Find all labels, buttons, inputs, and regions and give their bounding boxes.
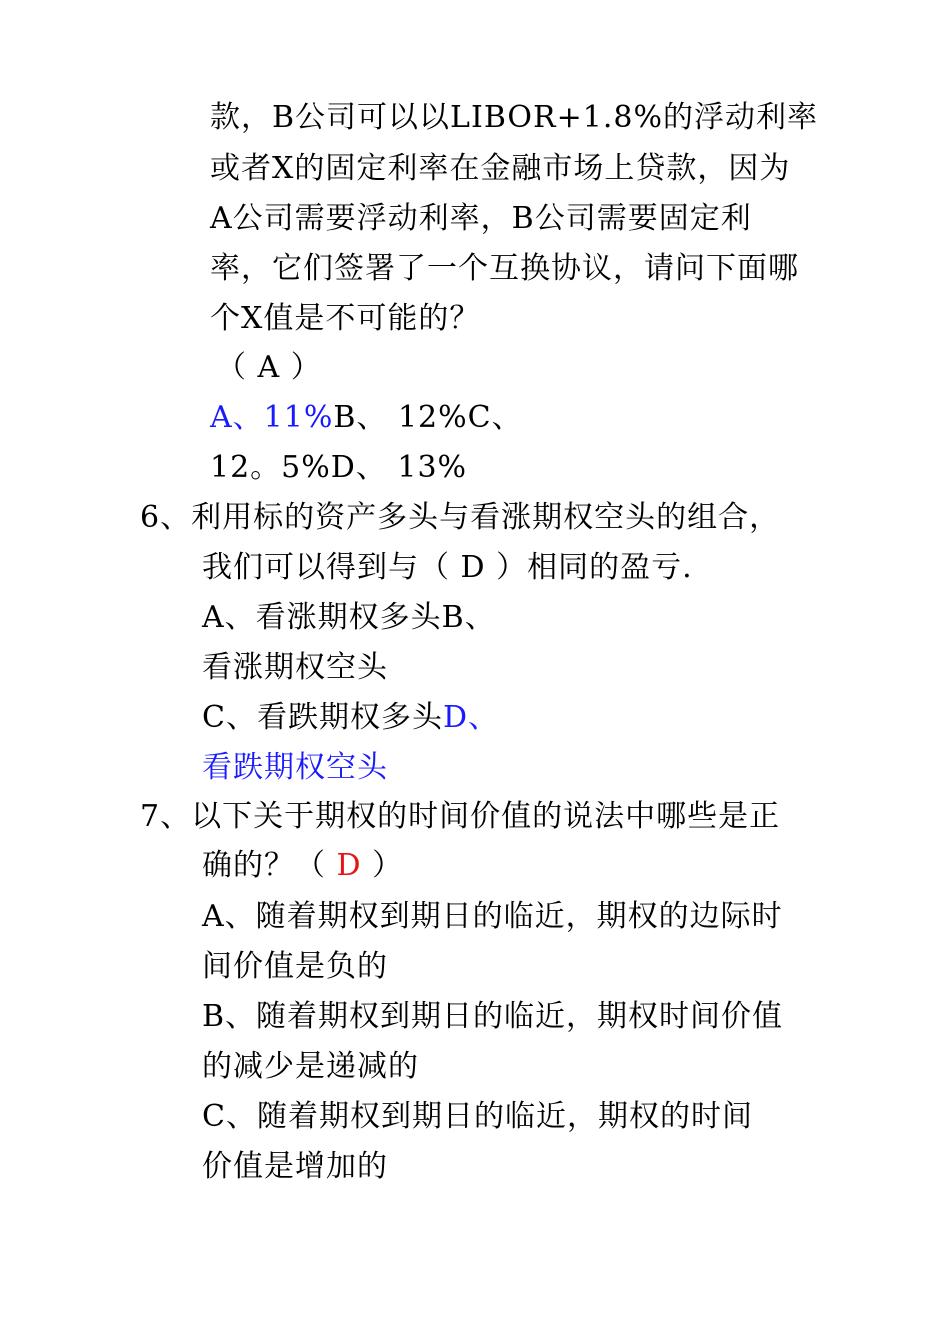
q5-text-line-5: 个X值是不可能的？ xyxy=(210,301,481,336)
q7-question-line-2 xyxy=(202,846,403,886)
q5-text-line-1: 款，B公司可以以LIBOR+1.8%的浮动利率 xyxy=(210,100,818,135)
q7-option-line-1: A、随着期权到期日的临近，期权的边际时 xyxy=(202,899,783,934)
q6-question-line-1: 6、利用标的资产多头与看涨期权空头的组合， xyxy=(140,500,781,535)
q6-option-d-text: 看跌期权空头 xyxy=(202,750,388,785)
q7-question-line-1: 7、以下关于期权的时间价值的说法中哪些是正 xyxy=(140,799,781,834)
q5-answer: （ A ） xyxy=(216,350,322,385)
q7-answer: D xyxy=(336,848,362,883)
q6-option-b-text: 看涨期权空头 xyxy=(202,650,388,685)
q7-question-suffix: ） xyxy=(361,848,404,883)
q5-text-line-3: A公司需要浮动利率，B公司需要固定利 xyxy=(210,201,752,236)
q7-option-line-5: C、随着期权到期日的临近，期权的时间 xyxy=(202,1099,753,1134)
q6-option-a-b: A、看涨期权多头B、 xyxy=(202,600,496,635)
q7-option-line-3: B、随着期权到期日的临近，期权时间价值 xyxy=(202,999,784,1034)
q6-option-d-label: D、 xyxy=(442,700,500,735)
q7-option-line-4: 的减少是递减的 xyxy=(202,1049,419,1084)
q5-text-line-2: 或者X的固定利率在金融市场上贷款，因为 xyxy=(210,151,791,186)
q6-option-c-d xyxy=(202,698,499,738)
q7-option-line-6: 价值是增加的 xyxy=(202,1149,388,1184)
q5-options-line-1 xyxy=(210,398,523,438)
q5-option-a: A、11% xyxy=(210,400,334,435)
q6-option-c: C、看跌期权多头 xyxy=(202,700,443,735)
q5-options-b-c: B、 12%C、 xyxy=(333,400,523,435)
q5-options-line-2: 12。5%D、 13% xyxy=(210,450,468,485)
q7-option-line-2: 间价值是负的 xyxy=(202,949,388,984)
q7-question-prefix: 确的？（ xyxy=(202,848,337,883)
q5-text-line-4: 率，它们签署了一个互换协议，请问下面哪 xyxy=(210,251,799,286)
q6-question-line-2: 我们可以得到与（ D ）相同的盈亏. xyxy=(202,550,693,585)
